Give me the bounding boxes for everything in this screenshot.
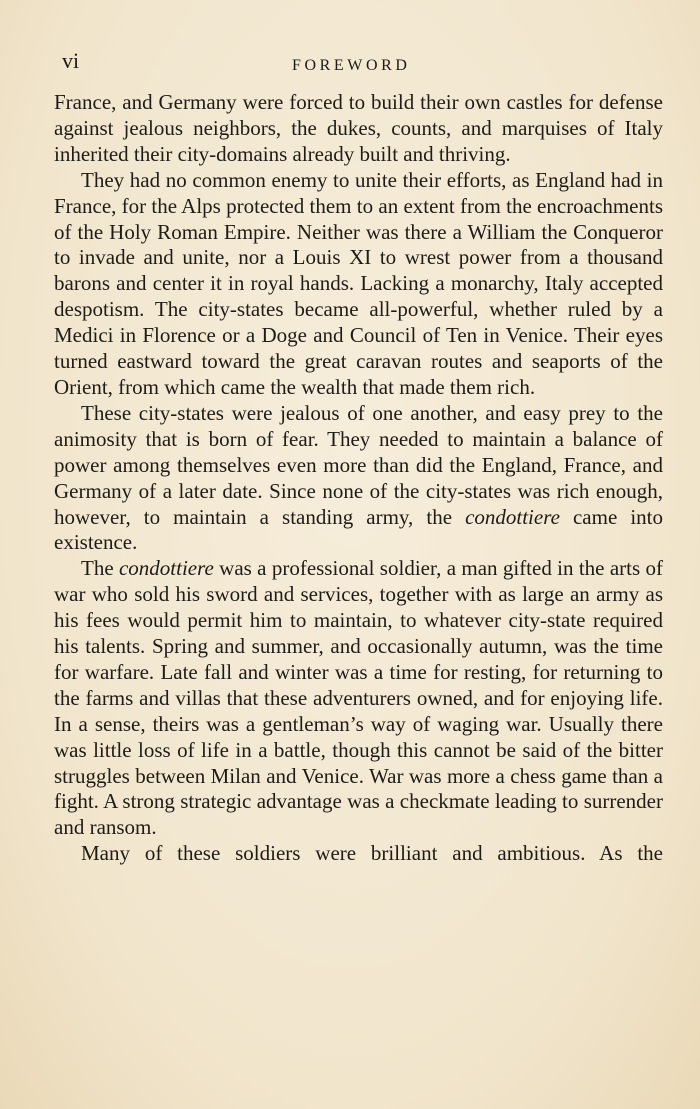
paragraph-3 — [54, 401, 663, 556]
italic-term: condottiere — [465, 504, 560, 529]
body-text — [54, 90, 663, 867]
paragraph-4-text: was a professional soldier, a man gifted in the arts of war who sold his sword and services, together with as large an army as his fees would permit him to maintain, to whatever city-state required his talents. Spring and summer, and occasionally autumn, was the time for warfare. Late fall and winter was a time for resting, for returning to the farms and villas that these adventurers owned, and for enjoying life. In a sense, theirs was a gentleman’s way of waging war. Usually there was little loss of life in a battle, though this cannot be said of the bitter struggles between Milan and Venice. War was more a chess game than a fight. A strong strategic advantage was a checkmate leading to surrender and ransom. — [54, 556, 663, 840]
paragraph-4-text-start: The — [81, 556, 119, 581]
paragraph-1-text: France, and Germany were forced to build their own castles for defense against jealous neighbors, the dukes, counts, and marquises of Italy inherited their city-domains already built and thriving. — [54, 90, 663, 166]
paragraph-2 — [54, 168, 663, 401]
italic-term: condottiere — [118, 556, 214, 581]
page-header — [62, 48, 662, 78]
paragraph-2-text: They had no common enemy to unite their efforts, as England had in France, for the Alps protected them to an extent from the encroachments of the Holy Roman Empire. Neither was there a William the Conqueror to invade and unite, nor a Louis XI to wrest power from a thousand barons and center it in royal hands. Lacking a monarchy, Italy accepted despotism. The city-states became all-powerful, whether ruled by a Medici in Florence or a Doge and Council of Ten in Venice. Their eyes turned eastward toward the great caravan routes and seaports of the Orient, from which came the wealth that made them rich. — [54, 167, 663, 399]
running-head: FOREWORD — [292, 57, 411, 74]
paragraph-4 — [54, 556, 663, 841]
paragraph-1 — [54, 90, 663, 168]
paragraph-5 — [54, 841, 663, 867]
paragraph-3-text: These city-states were jealous of one another, and easy prey to the animosity that is born of fear. They needed to maintain a balance of power among themselves even more than did the England, France, and Germany of a later date. Since none of the city-states was rich enough, however, to maintain a standing army, the — [54, 400, 663, 529]
page-number: vi — [62, 48, 80, 73]
paragraph-3-text-end: came into existence. — [54, 504, 663, 555]
paragraph-5-text: Many of these soldiers were brilliant and ambitious. As the — [81, 841, 663, 866]
